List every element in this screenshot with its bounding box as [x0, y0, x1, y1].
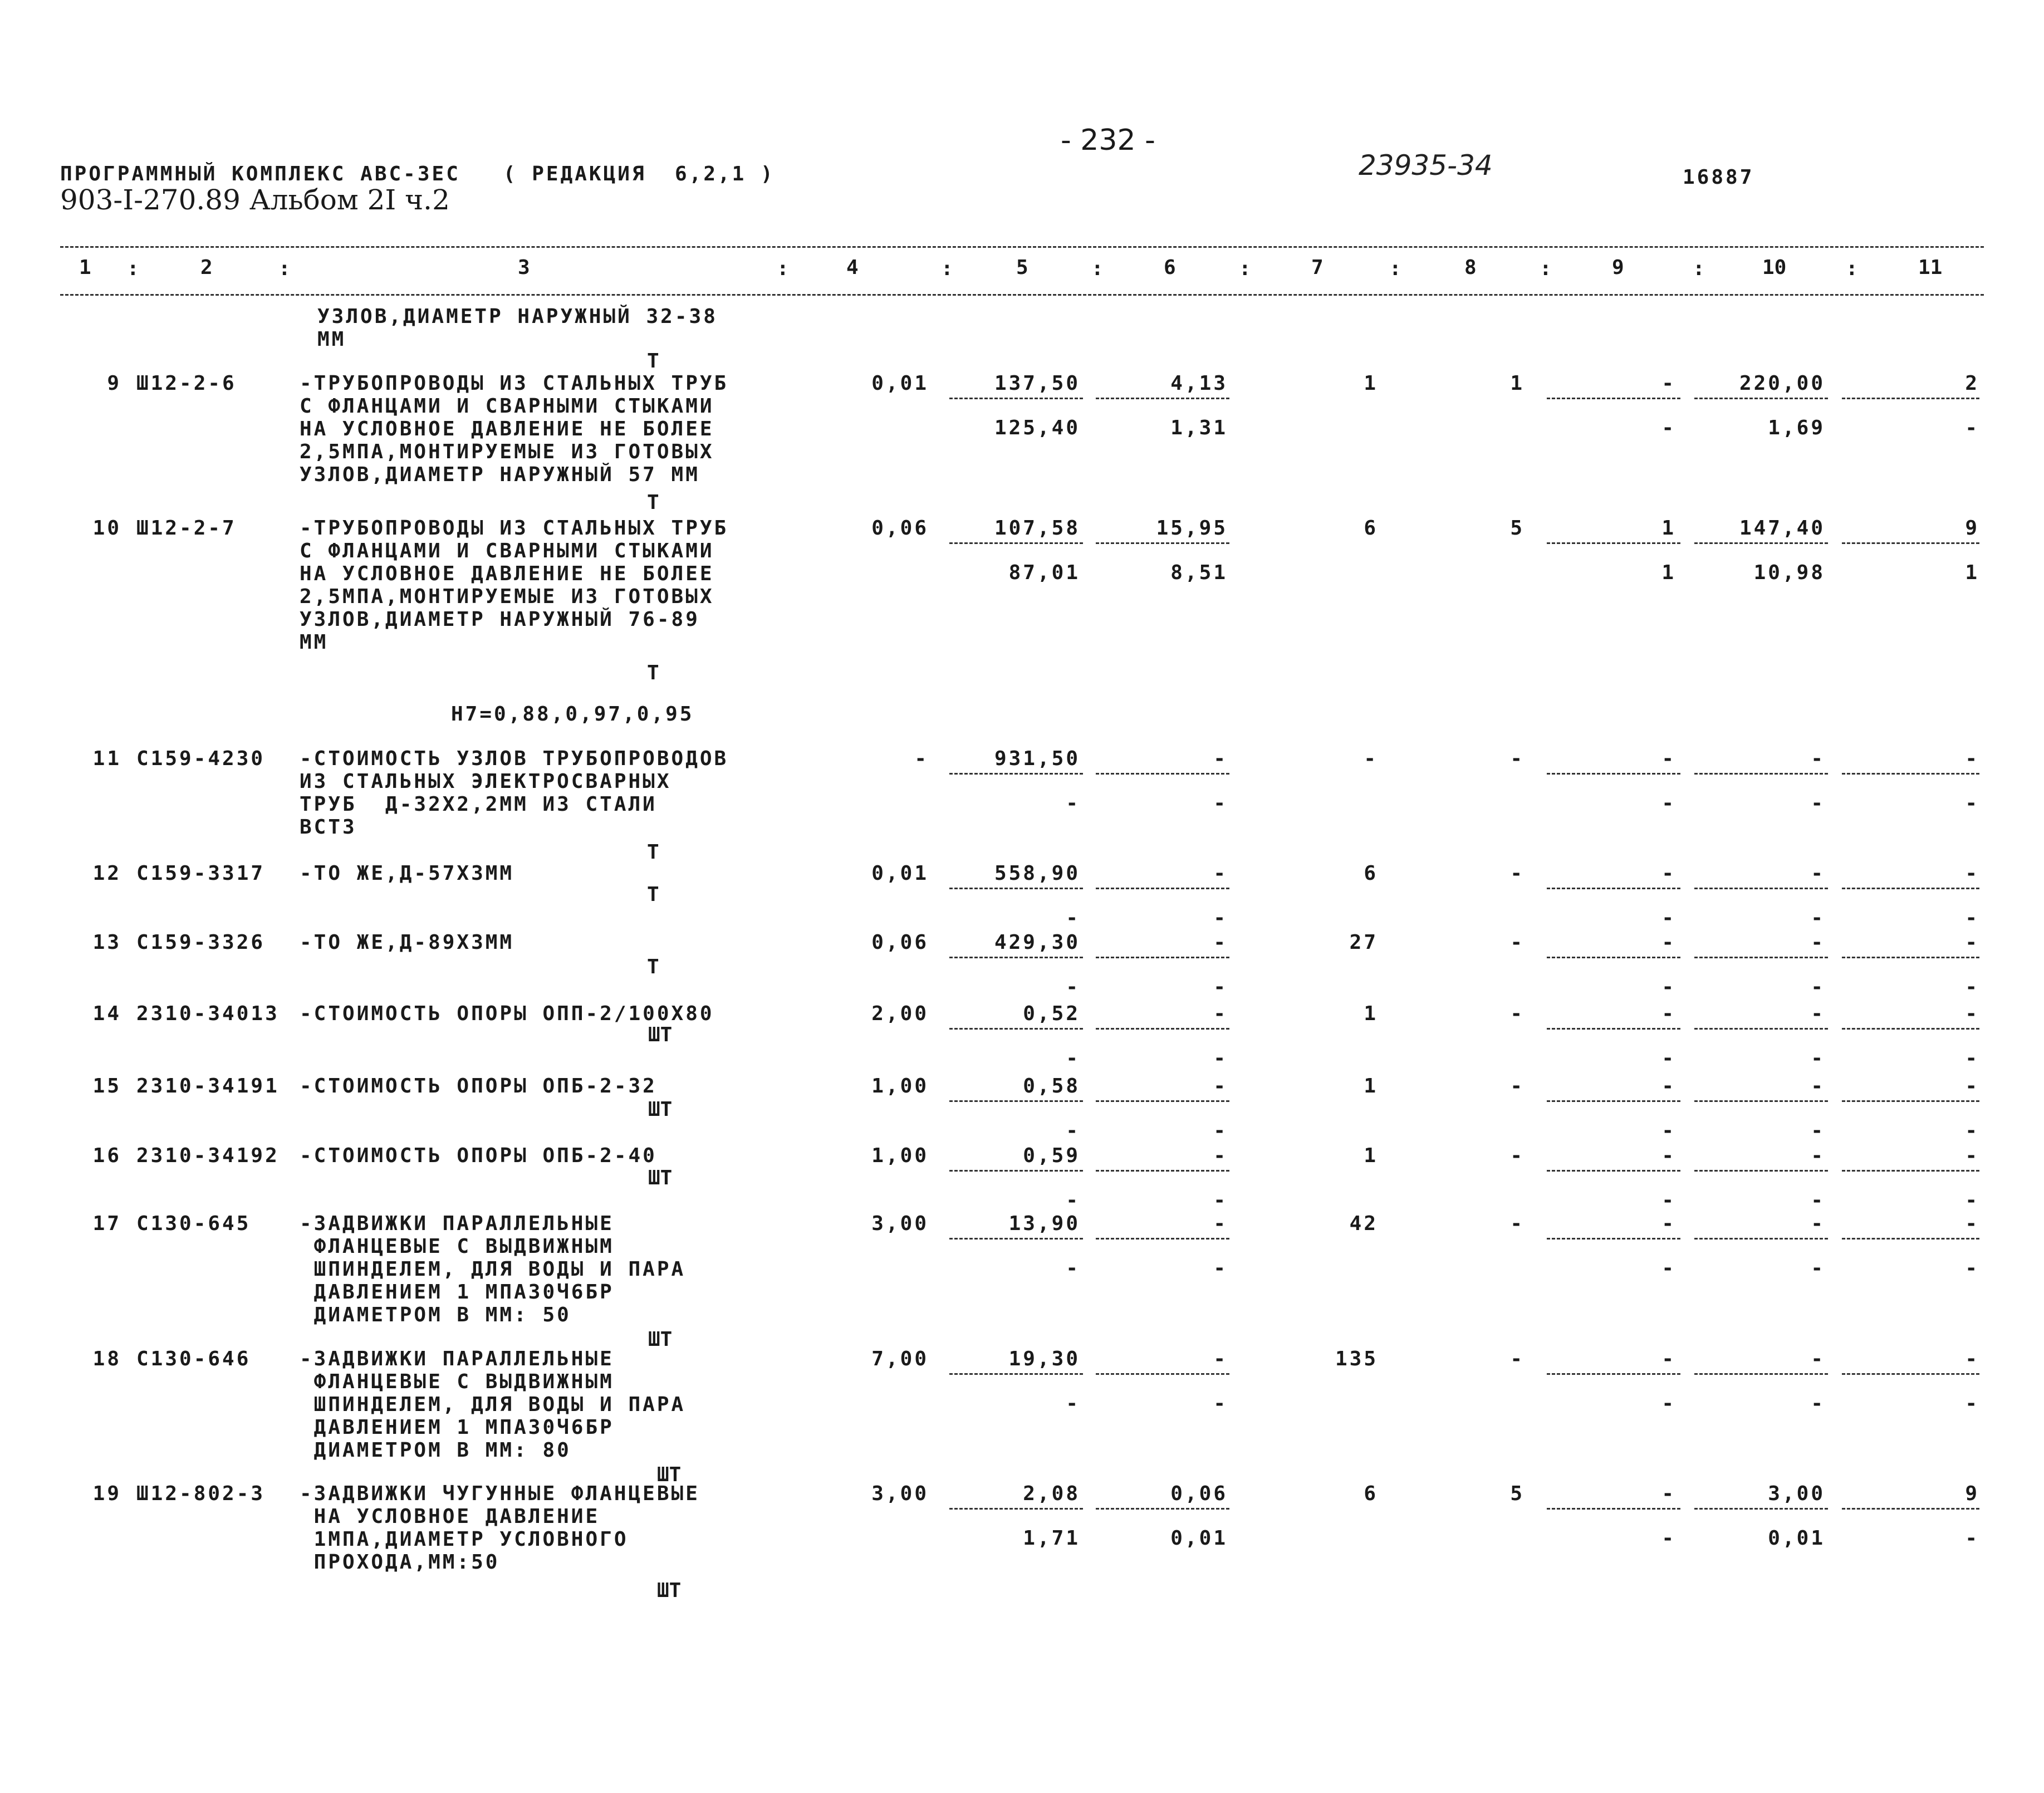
unit-label: ШТ — [657, 1463, 682, 1486]
row-number: 11 — [92, 747, 121, 770]
value-c5b: - — [1066, 1189, 1080, 1212]
value-c9b: - — [1661, 1527, 1676, 1550]
value-c10b: - — [1811, 1392, 1825, 1415]
value-c11b: - — [1965, 1047, 1979, 1070]
value-c7: 6 — [1364, 517, 1378, 540]
column-header-6: 6 — [1164, 256, 1176, 279]
value-c6: - — [1213, 747, 1228, 770]
rate-code: 2310-34191 — [136, 1075, 280, 1098]
value-c11: - — [1965, 1348, 1979, 1370]
program-header: ПРОГРАММНЫЙ КОМПЛЕКС АВС-ЗЕС ( РЕДАКЦИЯ 6,2,1 ) — [60, 163, 775, 185]
value-c10b: - — [1811, 1047, 1825, 1070]
value-c10b: - — [1811, 907, 1825, 929]
column-header-5: 5 — [1016, 256, 1028, 279]
value-c10: 220,00 — [1739, 372, 1825, 395]
value-c8: - — [1510, 862, 1525, 885]
value-c6b: - — [1213, 792, 1228, 815]
row-number: 17 — [92, 1212, 121, 1235]
value-c4: 7,00 — [871, 1348, 929, 1370]
value-c5b: - — [1066, 976, 1080, 998]
value-c8: - — [1510, 1002, 1525, 1025]
fraction-rule — [949, 1100, 1083, 1102]
column-header-1: 1 — [79, 256, 91, 279]
value-c10: - — [1811, 1212, 1825, 1235]
value-c9: - — [1661, 1482, 1676, 1505]
value-c9: - — [1661, 1075, 1676, 1098]
value-c8: 5 — [1510, 517, 1525, 540]
fraction-rule — [1694, 888, 1828, 889]
fraction-rule — [1096, 888, 1229, 889]
row-number: 16 — [92, 1144, 121, 1167]
document-code: 23935-34 — [1359, 149, 1493, 182]
value-c10b: - — [1811, 976, 1825, 998]
value-c10: - — [1811, 1348, 1825, 1370]
value-c11b: - — [1965, 792, 1979, 815]
work-description: -СТОИМОСТЬ ОПОРЫ ОПБ-2-40 — [300, 1144, 657, 1167]
fraction-rule — [1096, 1028, 1229, 1030]
value-c10: - — [1811, 1144, 1825, 1167]
column-header-7: 7 — [1311, 256, 1324, 279]
fraction-rule — [1096, 542, 1229, 544]
fraction-rule — [1547, 542, 1680, 544]
fraction-rule — [949, 542, 1083, 544]
table-header-rule — [60, 294, 1984, 296]
value-c5: 19,30 — [1008, 1348, 1080, 1370]
fraction-rule — [949, 1238, 1083, 1240]
value-c6: - — [1213, 1002, 1228, 1025]
value-c7: 6 — [1364, 1482, 1378, 1505]
column-separator: : — [1540, 257, 1552, 280]
table-top-rule — [60, 246, 1984, 248]
value-c7: 6 — [1364, 862, 1378, 885]
value-c5: 0,52 — [1023, 1002, 1080, 1025]
fraction-rule — [1694, 542, 1828, 544]
value-c5: 429,30 — [994, 931, 1080, 954]
column-header-2: 2 — [200, 256, 213, 279]
row-number: 19 — [92, 1482, 121, 1505]
value-c5b: - — [1066, 1047, 1080, 1070]
value-c4: 1,00 — [871, 1075, 929, 1098]
unit-label: Т — [647, 491, 659, 514]
value-c6: 15,95 — [1156, 517, 1228, 540]
value-c4: 0,01 — [871, 372, 929, 395]
value-c6b: - — [1213, 1257, 1228, 1280]
value-c6b: - — [1213, 1189, 1228, 1212]
value-c9: - — [1661, 931, 1676, 954]
sheet-number: 16887 — [1683, 166, 1754, 189]
coefficient-note: Н7=0,88,0,97,0,95 — [451, 703, 694, 726]
row-number: 13 — [92, 931, 121, 954]
value-c7: 135 — [1335, 1348, 1378, 1370]
value-c11b: 1 — [1965, 561, 1979, 584]
value-c6b: 1,31 — [1170, 417, 1228, 439]
value-c10: - — [1811, 747, 1825, 770]
value-c6b: 0,01 — [1170, 1527, 1228, 1550]
value-c6b: - — [1213, 1119, 1228, 1142]
value-c7: 1 — [1364, 1002, 1378, 1025]
fraction-rule — [1694, 773, 1828, 775]
fraction-rule — [949, 957, 1083, 958]
value-c6b: - — [1213, 976, 1228, 998]
value-c5: 558,90 — [994, 862, 1080, 885]
fraction-rule — [1096, 1170, 1229, 1172]
column-separator: : — [1389, 257, 1401, 280]
value-c8: - — [1510, 931, 1525, 954]
value-c6: - — [1213, 1144, 1228, 1167]
fraction-rule — [1694, 1170, 1828, 1172]
value-c11b: - — [1965, 1392, 1979, 1415]
value-c10: - — [1811, 1002, 1825, 1025]
value-c6: 0,06 — [1170, 1482, 1228, 1505]
work-description: -ТРУБОПРОВОДЫ ИЗ СТАЛЬНЫХ ТРУБ С ФЛАНЦАМИ И СВАРНЫМИ СТЫКАМИ НА УСЛОВНОЕ ДАВЛЕНИЕ НЕ БОЛЕЕ 2,5МПА,МОНТИРУЕМЫЕ ИЗ ГОТОВЫХ УЗЛОВ,ДИАМЕТР НАРУЖНЫЙ 76-89 ММ — [300, 517, 729, 654]
value-c8: - — [1510, 1348, 1525, 1370]
unit-label: Т — [647, 841, 659, 864]
value-c9: - — [1661, 1212, 1676, 1235]
value-c9: 1 — [1661, 517, 1676, 540]
value-c9b: - — [1661, 976, 1676, 998]
unit-label: ШТ — [648, 1167, 673, 1189]
value-c9: - — [1661, 1144, 1676, 1167]
value-c4: 3,00 — [871, 1482, 929, 1505]
fraction-rule — [1842, 1170, 1979, 1172]
value-c11b: - — [1965, 1189, 1979, 1212]
fraction-rule — [1547, 773, 1680, 775]
row-number: 10 — [92, 517, 121, 540]
value-c4: 1,00 — [871, 1144, 929, 1167]
value-c7: 1 — [1364, 372, 1378, 395]
unit-label: Т — [647, 883, 659, 906]
column-header-3: 3 — [518, 256, 530, 279]
value-c6b: - — [1213, 1392, 1228, 1415]
row-number: 15 — [92, 1075, 121, 1098]
value-c5: 931,50 — [994, 747, 1080, 770]
rate-code: Ш12-2-7 — [136, 517, 237, 540]
value-c11: 2 — [1965, 372, 1979, 395]
value-c11: - — [1965, 1144, 1979, 1167]
value-c9b: - — [1661, 1047, 1676, 1070]
value-c6: 4,13 — [1170, 372, 1228, 395]
value-c5b: 1,71 — [1023, 1527, 1080, 1550]
value-c7: 27 — [1349, 931, 1378, 954]
value-c6: - — [1213, 1212, 1228, 1235]
unit-label: ШТ — [657, 1579, 682, 1602]
value-c11: - — [1965, 1002, 1979, 1025]
fraction-rule — [1096, 1238, 1229, 1240]
value-c9b: - — [1661, 907, 1676, 929]
fraction-rule — [1842, 542, 1979, 544]
column-separator: : — [1693, 257, 1705, 280]
value-c10b: - — [1811, 1189, 1825, 1212]
fraction-rule — [1694, 1373, 1828, 1375]
value-c6: - — [1213, 1075, 1228, 1098]
work-description: -СТОИМОСТЬ ОПОРЫ ОПП-2/100Х80 — [300, 1002, 714, 1025]
value-c11b: - — [1965, 1119, 1979, 1142]
value-c8: 1 — [1510, 372, 1525, 395]
unit-label: Т — [647, 956, 659, 978]
value-c11: - — [1965, 1212, 1979, 1235]
value-c10b: 0,01 — [1768, 1527, 1825, 1550]
row-number: 9 — [107, 372, 121, 395]
work-description: -ТО ЖЕ,Д-57Х3ММ — [300, 862, 514, 885]
value-c6: - — [1213, 862, 1228, 885]
value-c4: 0,06 — [871, 931, 929, 954]
row-number: 14 — [92, 1002, 121, 1025]
value-c7: 42 — [1349, 1212, 1378, 1235]
value-c11b: - — [1965, 976, 1979, 998]
value-c11b: - — [1965, 1257, 1979, 1280]
fraction-rule — [949, 398, 1083, 399]
value-c10: - — [1811, 862, 1825, 885]
album-label: 903-I-270.89 Альбом 2I ч.2 — [60, 184, 450, 216]
value-c11: - — [1965, 931, 1979, 954]
row-number: 12 — [92, 862, 121, 885]
fraction-rule — [1842, 957, 1979, 958]
fraction-rule — [1547, 398, 1680, 399]
work-description: -ЗАДВИЖКИ ПАРАЛЛЕЛЬНЫЕ ФЛАНЦЕВЫЕ С ВЫДВИЖНЫМ ШПИНДЕЛЕМ, ДЛЯ ВОДЫ И ПАРА ДАВЛЕНИЕМ 1 МПА30Ч6БР ДИАМЕТРОМ В ММ: 80 — [300, 1348, 686, 1462]
value-c10b: - — [1811, 1257, 1825, 1280]
fraction-rule — [1096, 957, 1229, 958]
fraction-rule — [1842, 773, 1979, 775]
value-c10: - — [1811, 931, 1825, 954]
value-c5b: - — [1066, 907, 1080, 929]
value-c4: - — [914, 747, 929, 770]
value-c6b: - — [1213, 907, 1228, 929]
value-c9: - — [1661, 372, 1676, 395]
value-c10b: - — [1811, 1119, 1825, 1142]
fraction-rule — [1547, 957, 1680, 958]
value-c11: - — [1965, 862, 1979, 885]
fraction-rule — [1842, 398, 1979, 399]
rate-code: Ш12-2-6 — [136, 372, 237, 395]
value-c5: 0,59 — [1023, 1144, 1080, 1167]
fraction-rule — [1842, 1508, 1979, 1510]
value-c10b: 10,98 — [1753, 561, 1825, 584]
column-header-4: 4 — [846, 256, 859, 279]
value-c6: - — [1213, 931, 1228, 954]
fraction-rule — [1547, 1238, 1680, 1240]
fraction-rule — [1694, 1028, 1828, 1030]
column-separator: : — [127, 257, 139, 280]
fraction-rule — [1547, 1508, 1680, 1510]
fraction-rule — [949, 1373, 1083, 1375]
fraction-rule — [949, 1028, 1083, 1030]
value-c11b: - — [1965, 907, 1979, 929]
value-c11: - — [1965, 1075, 1979, 1098]
fraction-rule — [1694, 398, 1828, 399]
value-c10b: - — [1811, 792, 1825, 815]
value-c11b: - — [1965, 417, 1979, 439]
value-c10: 3,00 — [1768, 1482, 1825, 1505]
fraction-rule — [1096, 1508, 1229, 1510]
column-separator: : — [1846, 257, 1858, 280]
fraction-rule — [949, 773, 1083, 775]
value-c10: 147,40 — [1739, 517, 1825, 540]
fraction-rule — [1842, 1100, 1979, 1102]
value-c7: - — [1364, 747, 1378, 770]
fraction-rule — [1096, 773, 1229, 775]
work-description: -ЗАДВИЖКИ ПАРАЛЛЕЛЬНЫЕ ФЛАНЦЕВЫЕ С ВЫДВИЖНЫМ ШПИНДЕЛЕМ, ДЛЯ ВОДЫ И ПАРА ДАВЛЕНИЕМ 1 МПА30Ч6БР ДИАМЕТРОМ В ММ: 50 — [300, 1212, 686, 1326]
value-c5: 13,90 — [1008, 1212, 1080, 1235]
value-c9: - — [1661, 1002, 1676, 1025]
column-header-10: 10 — [1762, 256, 1787, 279]
fraction-rule — [1547, 1028, 1680, 1030]
fraction-rule — [1547, 1100, 1680, 1102]
column-separator: : — [1091, 257, 1104, 280]
fraction-rule — [1694, 1100, 1828, 1102]
unit-label: Т — [647, 662, 659, 684]
value-c11: 9 — [1965, 517, 1979, 540]
column-separator: : — [941, 257, 953, 280]
value-c5: 0,58 — [1023, 1075, 1080, 1098]
work-description: -СТОИМОСТЬ ОПОРЫ ОПБ-2-32 — [300, 1075, 657, 1098]
value-c5b: - — [1066, 1392, 1080, 1415]
value-c5b: 125,40 — [994, 417, 1080, 439]
fraction-rule — [1547, 1170, 1680, 1172]
work-description: -ТО ЖЕ,Д-89Х3ММ — [300, 931, 514, 954]
fraction-rule — [1096, 1373, 1229, 1375]
value-c4: 3,00 — [871, 1212, 929, 1235]
value-c5: 2,08 — [1023, 1482, 1080, 1505]
fraction-rule — [1547, 888, 1680, 889]
value-c8: - — [1510, 1075, 1525, 1098]
value-c7: 1 — [1364, 1075, 1378, 1098]
rate-code: С159-3317 — [136, 862, 266, 885]
value-c8: 5 — [1510, 1482, 1525, 1505]
value-c11b: - — [1965, 1527, 1979, 1550]
fraction-rule — [1694, 1238, 1828, 1240]
fraction-rule — [1547, 1373, 1680, 1375]
value-c9: - — [1661, 862, 1676, 885]
value-c8: - — [1510, 1144, 1525, 1167]
value-c9b: - — [1661, 1119, 1676, 1142]
work-description: -СТОИМОСТЬ УЗЛОВ ТРУБОПРОВОДОВ ИЗ СТАЛЬНЫХ ЭЛЕКТРОСВАРНЫХ ТРУБ Д-32Х2,2ММ ИЗ СТАЛИ ВСТ3 — [300, 747, 729, 839]
value-c5b: - — [1066, 1119, 1080, 1142]
value-c5b: - — [1066, 792, 1080, 815]
value-c4: 0,01 — [871, 862, 929, 885]
value-c9b: - — [1661, 1189, 1676, 1212]
value-c9: - — [1661, 1348, 1676, 1370]
rate-code: 2310-34013 — [136, 1002, 280, 1025]
fraction-rule — [949, 888, 1083, 889]
value-c5: 137,50 — [994, 372, 1080, 395]
fraction-rule — [1694, 1508, 1828, 1510]
value-c5b: - — [1066, 1257, 1080, 1280]
rate-code: С130-646 — [136, 1348, 251, 1370]
rate-code: С130-645 — [136, 1212, 251, 1235]
value-c11: 9 — [1965, 1482, 1979, 1505]
column-separator: : — [1239, 257, 1251, 280]
column-header-8: 8 — [1464, 256, 1477, 279]
value-c6b: 8,51 — [1170, 561, 1228, 584]
fraction-rule — [1096, 1100, 1229, 1102]
value-c6: - — [1213, 1348, 1228, 1370]
fraction-rule — [1096, 398, 1229, 399]
value-c5b: 87,01 — [1008, 561, 1080, 584]
fraction-rule — [1842, 888, 1979, 889]
fraction-rule — [1842, 1238, 1979, 1240]
rate-code: С159-4230 — [136, 747, 266, 770]
unit-label: ШТ — [648, 1328, 673, 1351]
carryover-description: УЗЛОВ,ДИАМЕТР НАРУЖНЫЙ 32-38 ММ — [317, 305, 718, 351]
fraction-rule — [949, 1508, 1083, 1510]
value-c9b: - — [1661, 417, 1676, 439]
carryover-unit: Т — [647, 350, 659, 373]
rate-code: 2310-34192 — [136, 1144, 280, 1167]
value-c4: 2,00 — [871, 1002, 929, 1025]
fraction-rule — [949, 1170, 1083, 1172]
value-c5: 107,58 — [994, 517, 1080, 540]
value-c8: - — [1510, 747, 1525, 770]
work-description: -ЗАДВИЖКИ ЧУГУННЫЕ ФЛАНЦЕВЫЕ НА УСЛОВНОЕ ДАВЛЕНИЕ 1МПА,ДИАМЕТР УСЛОВНОГО ПРОХОДА,ММ:50 — [300, 1482, 700, 1574]
fraction-rule — [1694, 957, 1828, 958]
value-c11: - — [1965, 747, 1979, 770]
value-c10b: 1,69 — [1768, 417, 1825, 439]
fraction-rule — [1842, 1028, 1979, 1030]
row-number: 18 — [92, 1348, 121, 1370]
value-c9b: - — [1661, 1257, 1676, 1280]
column-separator: : — [777, 257, 789, 280]
value-c9b: 1 — [1661, 561, 1676, 584]
value-c9b: - — [1661, 1392, 1676, 1415]
unit-label: ШТ — [648, 1098, 673, 1121]
value-c4: 0,06 — [871, 517, 929, 540]
value-c8: - — [1510, 1212, 1525, 1235]
value-c7: 1 — [1364, 1144, 1378, 1167]
fraction-rule — [1842, 1373, 1979, 1375]
column-separator: : — [278, 257, 291, 280]
value-c9b: - — [1661, 792, 1676, 815]
value-c10: - — [1811, 1075, 1825, 1098]
work-description: -ТРУБОПРОВОДЫ ИЗ СТАЛЬНЫХ ТРУБ С ФЛАНЦАМИ И СВАРНЫМИ СТЫКАМИ НА УСЛОВНОЕ ДАВЛЕНИЕ НЕ БОЛЕЕ 2,5МПА,МОНТИРУЕМЫЕ ИЗ ГОТОВЫХ УЗЛОВ,ДИАМЕТР НАРУЖНЫЙ 57 ММ — [300, 372, 729, 486]
unit-label: ШТ — [648, 1023, 673, 1046]
value-c9: - — [1661, 747, 1676, 770]
column-header-11: 11 — [1918, 256, 1943, 279]
rate-code: Ш12-802-3 — [136, 1482, 266, 1505]
page-number: - 232 - — [1061, 124, 1155, 157]
value-c6b: - — [1213, 1047, 1228, 1070]
rate-code: С159-3326 — [136, 931, 266, 954]
column-header-9: 9 — [1612, 256, 1624, 279]
